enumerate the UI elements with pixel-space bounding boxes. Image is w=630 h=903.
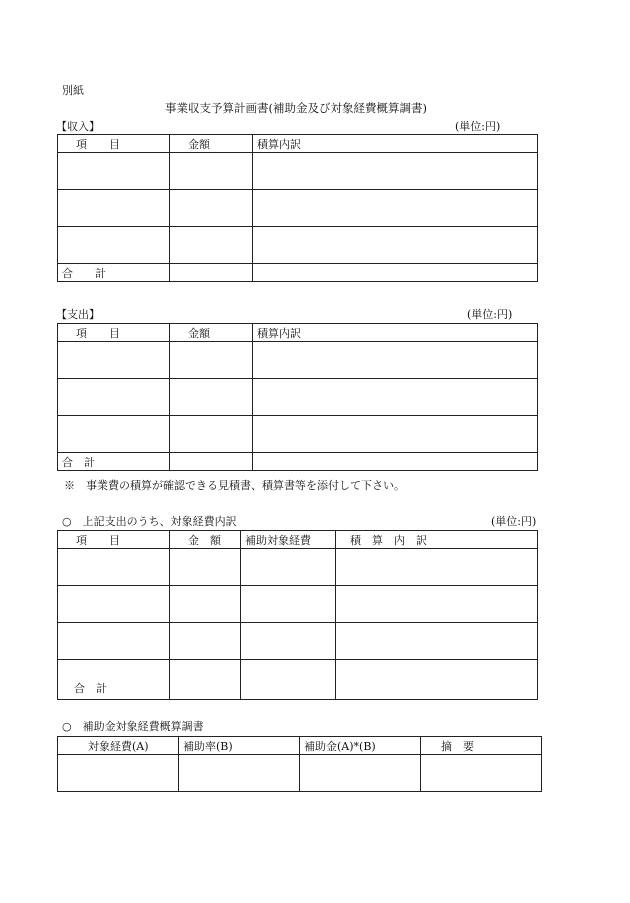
expense-cell[interactable] <box>170 416 253 453</box>
eligible-table <box>57 530 538 700</box>
expense-unit: (単位:円) <box>467 308 513 321</box>
income-heading: 【収入】 <box>56 120 100 133</box>
expense-total-breakdown[interactable] <box>253 453 538 471</box>
eligible-col-breakdown: 積 算 内 訳 <box>336 531 538 549</box>
income-table <box>57 134 538 282</box>
income-cell[interactable] <box>58 153 170 190</box>
subsidy-col-rate: 補助率(B) <box>179 737 300 755</box>
expense-heading: 【支出】 <box>56 308 100 321</box>
expense-cell[interactable] <box>170 342 253 379</box>
income-cell[interactable] <box>58 190 170 227</box>
subsidy-cell[interactable] <box>300 755 421 792</box>
expense-total-amount[interactable] <box>170 453 253 471</box>
eligible-total-label: 合 計 <box>58 660 170 700</box>
eligible-cell[interactable] <box>241 549 336 586</box>
eligible-cell[interactable] <box>170 623 241 660</box>
eligible-total-subsidy-target[interactable] <box>241 660 336 700</box>
eligible-cell[interactable] <box>170 549 241 586</box>
eligible-unit: (単位:円) <box>491 515 537 528</box>
subsidy-col-remarks: 摘 要 <box>421 737 542 755</box>
subsidy-cell[interactable] <box>58 755 179 792</box>
eligible-cell[interactable] <box>336 549 538 586</box>
income-cell[interactable] <box>170 190 253 227</box>
eligible-cell[interactable] <box>336 623 538 660</box>
expense-table <box>57 323 538 471</box>
eligible-cell[interactable] <box>241 586 336 623</box>
expense-cell[interactable] <box>58 416 170 453</box>
income-cell[interactable] <box>253 153 538 190</box>
income-cell[interactable] <box>253 227 538 264</box>
document-title: 事業収支予算計画書(補助金及び対象経費概算調書) <box>165 101 427 115</box>
expense-col-amount: 金額 <box>170 324 253 342</box>
eligible-total-breakdown[interactable] <box>336 660 538 700</box>
income-total-breakdown[interactable] <box>253 264 538 282</box>
expense-cell[interactable] <box>58 379 170 416</box>
eligible-col-subsidy-target: 補助対象経費 <box>241 531 336 549</box>
expense-cell[interactable] <box>253 416 538 453</box>
eligible-cell[interactable] <box>58 549 170 586</box>
expense-note: ※ 事業費の積算が確認できる見積書、積算書等を添付して下さい。 <box>64 479 405 492</box>
eligible-heading: ○ 上記支出のうち、対象経費内訳 <box>62 515 237 528</box>
subsidy-heading: ○ 補助金対象経費概算調書 <box>62 720 204 733</box>
expense-cell[interactable] <box>58 342 170 379</box>
eligible-total-amount[interactable] <box>170 660 241 700</box>
eligible-cell[interactable] <box>241 623 336 660</box>
subsidy-col-amount: 補助金(A)*(B) <box>300 737 421 755</box>
expense-col-item: 項 目 <box>58 324 170 342</box>
income-cell[interactable] <box>170 227 253 264</box>
income-cell[interactable] <box>170 153 253 190</box>
subsidy-col-target-cost: 対象経費(A) <box>58 737 179 755</box>
income-cell[interactable] <box>253 190 538 227</box>
income-col-amount: 金額 <box>170 135 253 153</box>
income-total-amount[interactable] <box>170 264 253 282</box>
expense-total-label: 合 計 <box>58 453 170 471</box>
income-col-breakdown: 積算内訳 <box>253 135 538 153</box>
subsidy-cell[interactable] <box>179 755 300 792</box>
income-unit: (単位:円) <box>455 120 501 133</box>
subsidy-cell[interactable] <box>421 755 542 792</box>
eligible-col-amount: 金 額 <box>170 531 241 549</box>
eligible-col-item: 項 目 <box>58 531 170 549</box>
expense-cell[interactable] <box>253 342 538 379</box>
eligible-cell[interactable] <box>170 586 241 623</box>
expense-col-breakdown: 積算内訳 <box>253 324 538 342</box>
expense-cell[interactable] <box>170 379 253 416</box>
income-cell[interactable] <box>58 227 170 264</box>
eligible-cell[interactable] <box>58 586 170 623</box>
income-col-item: 項 目 <box>58 135 170 153</box>
expense-cell[interactable] <box>253 379 538 416</box>
attachment-label: 別紙 <box>62 84 84 97</box>
income-total-label: 合 計 <box>58 264 170 282</box>
subsidy-table <box>57 736 542 792</box>
eligible-cell[interactable] <box>336 586 538 623</box>
eligible-cell[interactable] <box>58 623 170 660</box>
